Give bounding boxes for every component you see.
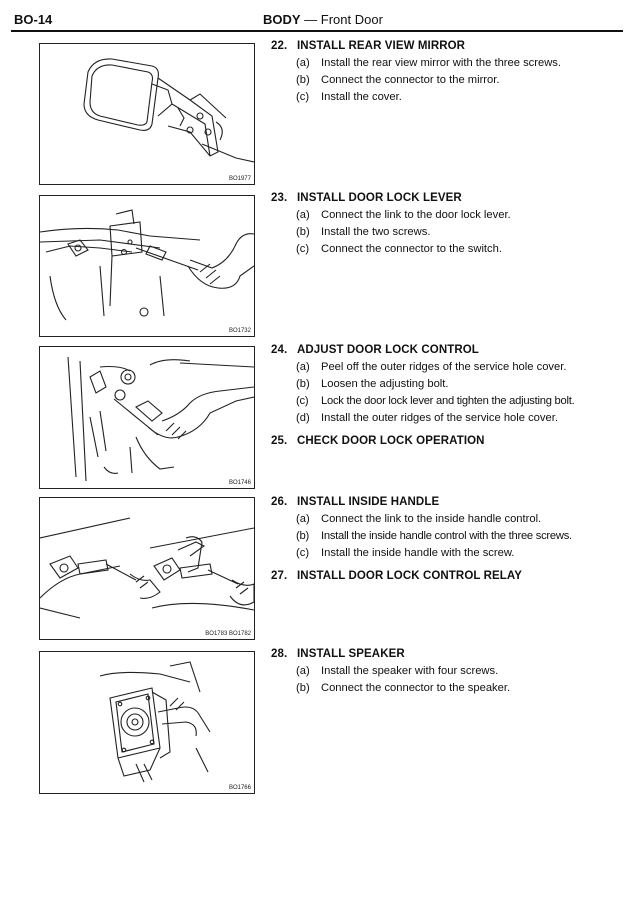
step-title: INSTALL DOOR LOCK CONTROL RELAY [297,570,523,582]
item-text: Install the speaker with four screws. [321,665,499,677]
item-text: Install the rear view mirror with the three screws. [321,57,561,69]
step-item [271,528,626,545]
figure-code: BO1766 [228,785,251,791]
inside-handle-illustration [40,498,254,639]
door-lock-control-illustration [40,347,254,488]
item-letter: (b) [296,226,310,238]
item-text: Lock the door lock lever and tighten the adjusting bolt. [321,395,575,407]
item-letter: (c) [296,395,309,407]
item-text: Connect the connector to the speaker. [321,682,511,694]
figure-speaker [39,651,255,794]
speaker-illustration [40,652,254,793]
step-title: ADJUST DOOR LOCK CONTROL [297,344,479,356]
item-text: Install the outer ridges of the service hole cover. [321,412,558,424]
section-title [263,12,383,27]
step-title: INSTALL DOOR LOCK LEVER [297,192,462,204]
step-number: 28. [271,648,288,660]
figure-door-lock-lever [39,195,255,337]
step-title: INSTALL INSIDE HANDLE [297,496,440,508]
step-item [271,663,626,680]
step-27 [271,568,626,585]
figure-code: BO1977 [228,176,251,182]
page-header [0,0,640,34]
step-heading [271,433,626,450]
step-item [271,359,626,376]
step-number: 25. [271,435,288,447]
step-22 [271,38,626,106]
step-item [271,410,626,427]
figure-rear-view-mirror [39,43,255,185]
step-26 [271,494,626,562]
step-number: 26. [271,496,288,508]
step-title: CHECK DOOR LOCK OPERATION [297,435,485,447]
step-item [271,241,626,258]
step-title: INSTALL REAR VIEW MIRROR [297,40,466,52]
step-24 [271,342,626,427]
step-23 [271,190,626,258]
item-text: Connect the connector to the switch. [321,243,502,255]
step-25 [271,433,626,450]
step-heading [271,190,626,207]
step-item [271,511,626,528]
item-letter: (a) [296,513,310,525]
item-text: Install the inside handle control with the three screws. [321,530,572,542]
step-item [271,680,626,697]
item-letter: (c) [296,547,310,559]
item-letter: (a) [296,209,310,221]
item-text: Connect the link to the inside handle control. [321,513,542,525]
item-letter: (b) [296,530,309,542]
figure-code: BO1783 BO1782 [205,631,251,637]
step-item [271,207,626,224]
item-text: Install the cover. [321,91,402,103]
item-text: Connect the connector to the mirror. [321,74,500,86]
step-heading [271,38,626,55]
step-number: 22. [271,40,288,52]
step-28 [271,646,626,697]
header-rule [11,30,623,32]
mirror-illustration [40,44,254,184]
figure-door-lock-control [39,346,255,489]
step-number: 24. [271,344,288,356]
figure-inside-handle [39,497,255,640]
figure-code: BO1746 [228,480,251,486]
item-letter: (a) [296,57,310,69]
step-number: 23. [271,192,288,204]
item-text: Install the two screws. [321,226,431,238]
item-letter: (a) [296,361,310,373]
section-title-bold: BODY [263,12,301,27]
step-title: INSTALL SPEAKER [297,648,405,660]
door-lock-lever-illustration [40,196,254,336]
item-text: Loosen the adjusting bolt. [321,378,449,390]
step-item [271,545,626,562]
item-letter: (b) [296,682,310,694]
step-item [271,72,626,89]
page-number: BO-14 [14,12,53,27]
step-number: 27. [271,570,288,582]
step-heading [271,646,626,663]
item-letter: (b) [296,378,310,390]
step-heading [271,494,626,511]
item-letter: (b) [296,74,310,86]
item-letter: (c) [296,91,310,103]
step-item [271,376,626,393]
item-letter: (d) [296,412,310,424]
item-text: Peel off the outer ridges of the service hole cover. [321,361,567,373]
section-title-rest: — Front Door [300,12,383,27]
figure-code: BO1732 [228,328,251,334]
item-text: Install the inside handle with the screw. [321,547,515,559]
step-item [271,224,626,241]
item-letter: (c) [296,243,310,255]
step-item [271,393,626,410]
step-heading [271,342,626,359]
step-item [271,55,626,72]
item-text: Connect the link to the door lock lever. [321,209,511,221]
step-heading [271,568,626,585]
step-item [271,89,626,106]
item-letter: (a) [296,665,310,677]
